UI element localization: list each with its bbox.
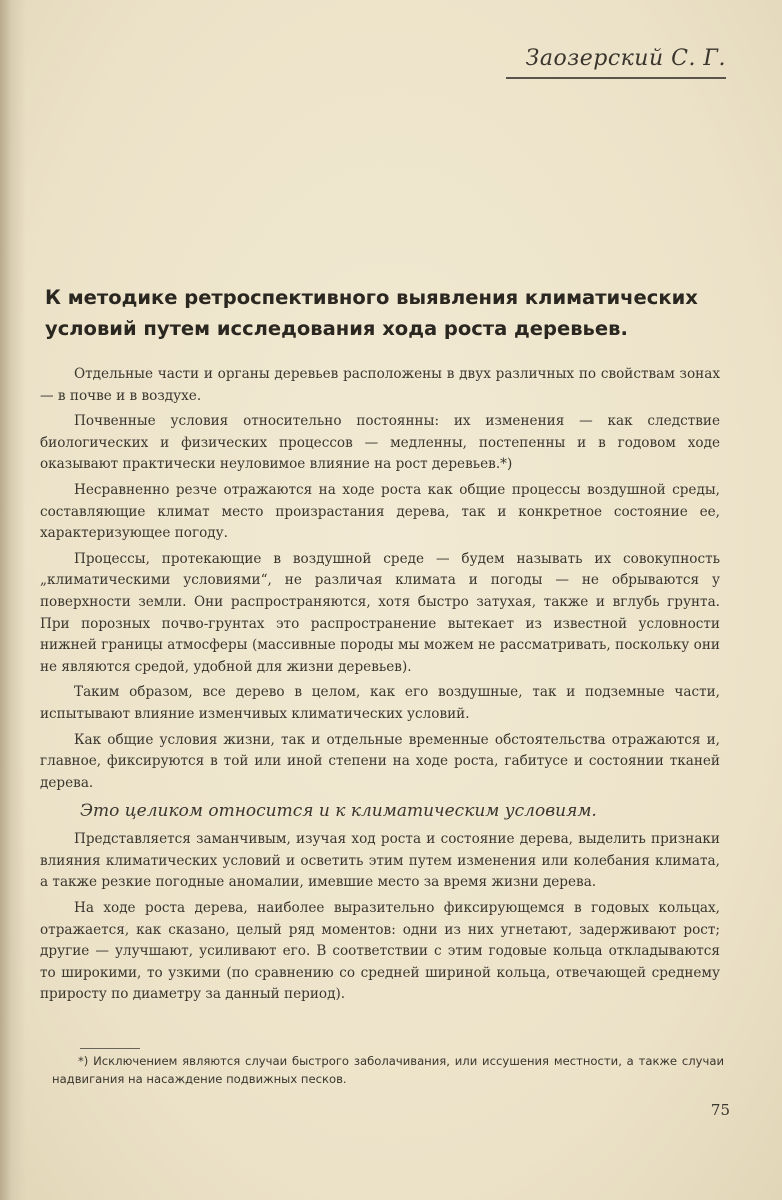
- paragraph-7: Представляется заманчивым, изучая ход роста и состояние дерева, выделить признаки влияния климатических условий и осветить этим путем изменения или колебания климата, а также резкие погодные аномалии, имевшие место за время жизни дерева.: [40, 831, 720, 891]
- paragraph-8: На ходе роста дерева, наиболее выразительно фиксирующемся в годовых кольцах, отражается, как сказано, целый ряд моментов: одни из них угнетают, задерживают рост; другие — улучшают, усиливают его. В соответствии с этим годовые кольца откладываются то широкими, то узкими (по сравнению со средней шириной кольца, отвечающей среднему приросту по диаметру за данный период).: [40, 900, 720, 1003]
- paragraph-1: Отдельные части и органы деревьев расположены в двух различных по свойствам зонах — в почве и в воздухе.: [40, 366, 720, 404]
- paragraph-2: Почвенные условия относительно постоянны: их изменения — как следствие биологических и физических процессов — медленны, постепенны и в годовом ходе оказывают практически неуловимое влияние на рост деревьев.*): [40, 413, 720, 473]
- footnote: *) Исключением являются случаи быстрого заболачивания, или иссушения местности, а также случаи надвигания на насаждение подвижных песков.: [52, 1054, 724, 1086]
- footnote-divider: [80, 1048, 140, 1049]
- running-header-author: Заозерский С. Г.: [506, 46, 726, 79]
- paragraph-3: Несравненно резче отражаются на ходе роста как общие процессы воздушной среды, составляющие климат место произрастания дерева, так и конкретное состояние ее, характеризующее погоду.: [40, 481, 720, 542]
- article-title: К методике ретроспективного выявления климатических условий путем исследования хода роста деревьев.: [45, 286, 698, 340]
- paragraph-4: Процессы, протекающие в воздушной среде — будем называть их совокупность „климатическими условиями“, не различая климата и погоды — не обрываются у поверхности земли. Они распространяются, хотя быстро затухая, также и вглубь грунта. При порозных почво-грунтах это распространение вытекает из известной условности нижней границы атмосферы (массивные породы мы можем не рассматривать, поскольку они не являются средой, удобной для жизни деревьев).: [40, 550, 720, 675]
- page-number: 75: [710, 1101, 730, 1119]
- paragraph-6: Как общие условия жизни, так и отдельные временные обстоятельства отражаются и, главное, фиксируются в той или иной степени на ходе роста, габитусе и состоянии тканей дерева.: [40, 731, 720, 791]
- italic-statement: Это целиком относится и к климатическим условиям.: [80, 801, 597, 822]
- paragraph-5: Таким образом, все дерево в целом, как его воздушные, так и подземные части, испытывают влияние изменчивых климатических условий.: [40, 684, 720, 722]
- article-body: [40, 364, 720, 1010]
